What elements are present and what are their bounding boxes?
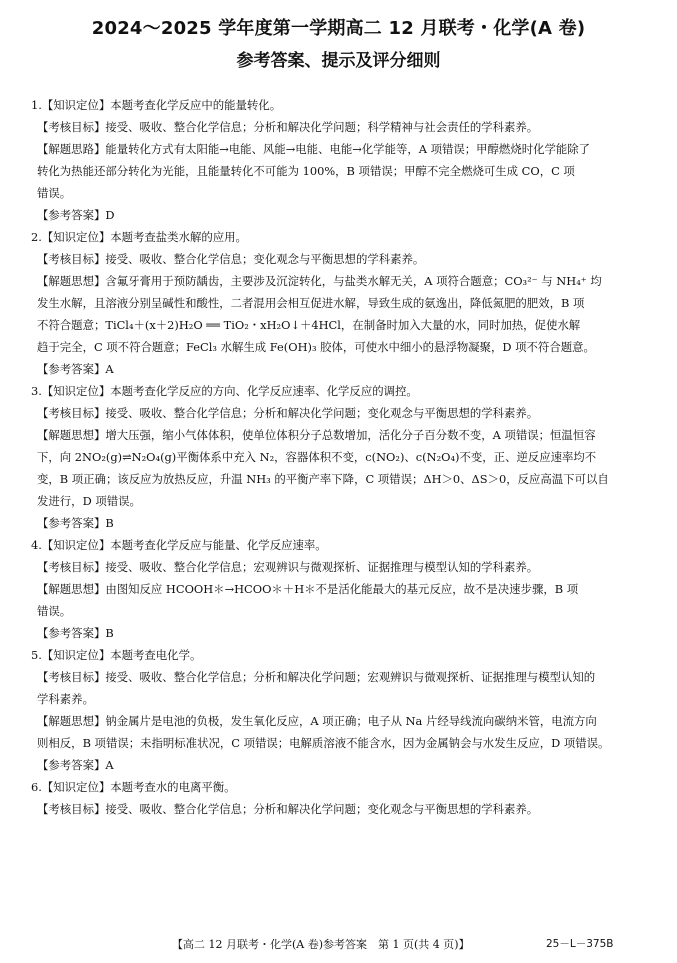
knowledge-line: 【知识定位】本题考查盐类水解的应用。 [41, 230, 247, 244]
solution-line: 发生水解，且溶液分别呈碱性和酸性，二者混用会相互促进水解，导致生成的氨逸出，降低氮肥的肥效，B 项 [37, 296, 585, 310]
solution-line: 【解题思想】含氟牙膏用于预防龋齿，主要涉及沉淀转化，与盐类水解无关，A 项符合题意；CO₃²⁻ 与 NH₄⁺ 均 [37, 274, 602, 288]
knowledge-line: 【知识定位】本题考查电化学。 [41, 648, 202, 662]
objective-line: 【考核目标】接受、吸收、整合化学信息；宏观辨识与微观探析、证据推理与模型认知的学科素养。 [37, 560, 539, 574]
objective-line: 【考核目标】接受、吸收、整合化学信息；分析和解决化学问题；科学精神与社会责任的学科素养。 [37, 120, 539, 134]
question-5 [31, 644, 656, 776]
objective-line: 【考核目标】接受、吸收、整合化学信息；变化观念与平衡思想的学科素养。 [37, 252, 425, 266]
answer-content [31, 94, 656, 820]
question-2 [31, 226, 656, 380]
page-subtitle: 参考答案、提示及评分细则 [236, 51, 441, 71]
knowledge-line: 【知识定位】本题考查化学反应与能量、化学反应速率。 [41, 538, 327, 552]
solution-line: 【解题思想】由图知反应 HCOOH＊→HCOO＊＋H＊不是活化能最大的基元反应，故不是决速步骤，B 项 [37, 582, 579, 596]
question-3 [31, 380, 656, 534]
solution-line: 错误。 [37, 604, 72, 618]
knowledge-line: 【知识定位】本题考查化学反应的方向、化学反应速率、化学反应的调控。 [41, 384, 418, 398]
question-number: 4. [31, 538, 42, 552]
question-number: 6. [31, 780, 42, 794]
objective-line: 学科素养。 [37, 692, 94, 706]
solution-line: 【解题思想】增大压强，缩小气体体积，使单位体积分子总数增加，活化分子百分数不变，A 项错误；恒温恒容 [37, 428, 596, 442]
solution-line: 趋于完全，C 项不符合题意；FeCl₃ 水解生成 Fe(OH)₃ 胶体，可使水中细小的悬浮物凝聚，D 项不符合题意。 [37, 340, 595, 354]
page-title: 2024～2025 学年度第一学期高二 12 月联考・化学(A 卷) [91, 18, 586, 39]
solution-line: 转化为热能还部分转化为光能，且能量转化不可能为 100%，B 项错误；甲醇不完全燃烧可生成 CO，C 项 [37, 164, 575, 178]
question-number: 2. [31, 230, 42, 244]
knowledge-line: 【知识定位】本题考查化学反应中的能量转化。 [41, 98, 282, 112]
solution-line: 则相反，B 项错误；未指明标准状况，C 项错误；电解质溶液不能含水，因为金属钠会与水发生反应，D 项错误。 [37, 736, 610, 750]
solution-line: 发进行，D 项错误。 [37, 494, 141, 508]
answer-line: 【参考答案】A [37, 758, 114, 772]
footer-page-info: 【高二 12 月联考・化学(A 卷)参考答案 第 1 页(共 4 页)】 [172, 938, 470, 951]
question-1 [31, 94, 656, 226]
question-4 [31, 534, 656, 644]
solution-line: 错误。 [37, 186, 72, 200]
answer-line: 【参考答案】D [37, 208, 115, 222]
question-number: 3. [31, 384, 42, 398]
knowledge-line: 【知识定位】本题考查水的电离平衡。 [41, 780, 236, 794]
answer-line: 【参考答案】B [37, 626, 114, 640]
solution-line: 【解题思想】钠金属片是电池的负极，发生氧化反应，A 项正确；电子从 Na 片经导线流向碳纳米管，电流方向 [37, 714, 597, 728]
question-number: 5. [31, 648, 42, 662]
question-number: 1. [31, 98, 42, 112]
footer-code: 25－L－375B [546, 938, 614, 950]
question-6 [31, 776, 656, 820]
solution-line: 不符合题意；TiCl₄＋(x＋2)H₂O ══ TiO₂・xH₂O↓＋4HCl，在制备时加入大量的水，同时加热，促使水解 [37, 318, 581, 332]
answer-line: 【参考答案】B [37, 516, 114, 530]
objective-line: 【考核目标】接受、吸收、整合化学信息；分析和解决化学问题；变化观念与平衡思想的学科素养。 [37, 802, 539, 816]
answer-line: 【参考答案】A [37, 362, 114, 376]
solution-line: 变，B 项正确；该反应为放热反应，升温 NH₃ 的平衡产率下降，C 项错误；ΔH＞0、ΔS＞0，反应高温下可以自 [37, 472, 609, 486]
solution-line: 下，向 2NO₂(g)⇌N₂O₄(g)平衡体系中充入 N₂，容器体积不变，c(NO₂)、c(N₂O₄)不变，正、逆反应速率均不 [37, 450, 597, 464]
objective-line: 【考核目标】接受、吸收、整合化学信息；分析和解决化学问题；宏观辨识与微观探析、证据推理与模型认知的 [37, 670, 596, 684]
objective-line: 【考核目标】接受、吸收、整合化学信息；分析和解决化学问题；变化观念与平衡思想的学科素养。 [37, 406, 539, 420]
solution-line: 【解题思路】能量转化方式有太阳能→电能、风能→电能、电能→化学能等，A 项错误；甲醇燃烧时化学能除了 [37, 142, 591, 156]
